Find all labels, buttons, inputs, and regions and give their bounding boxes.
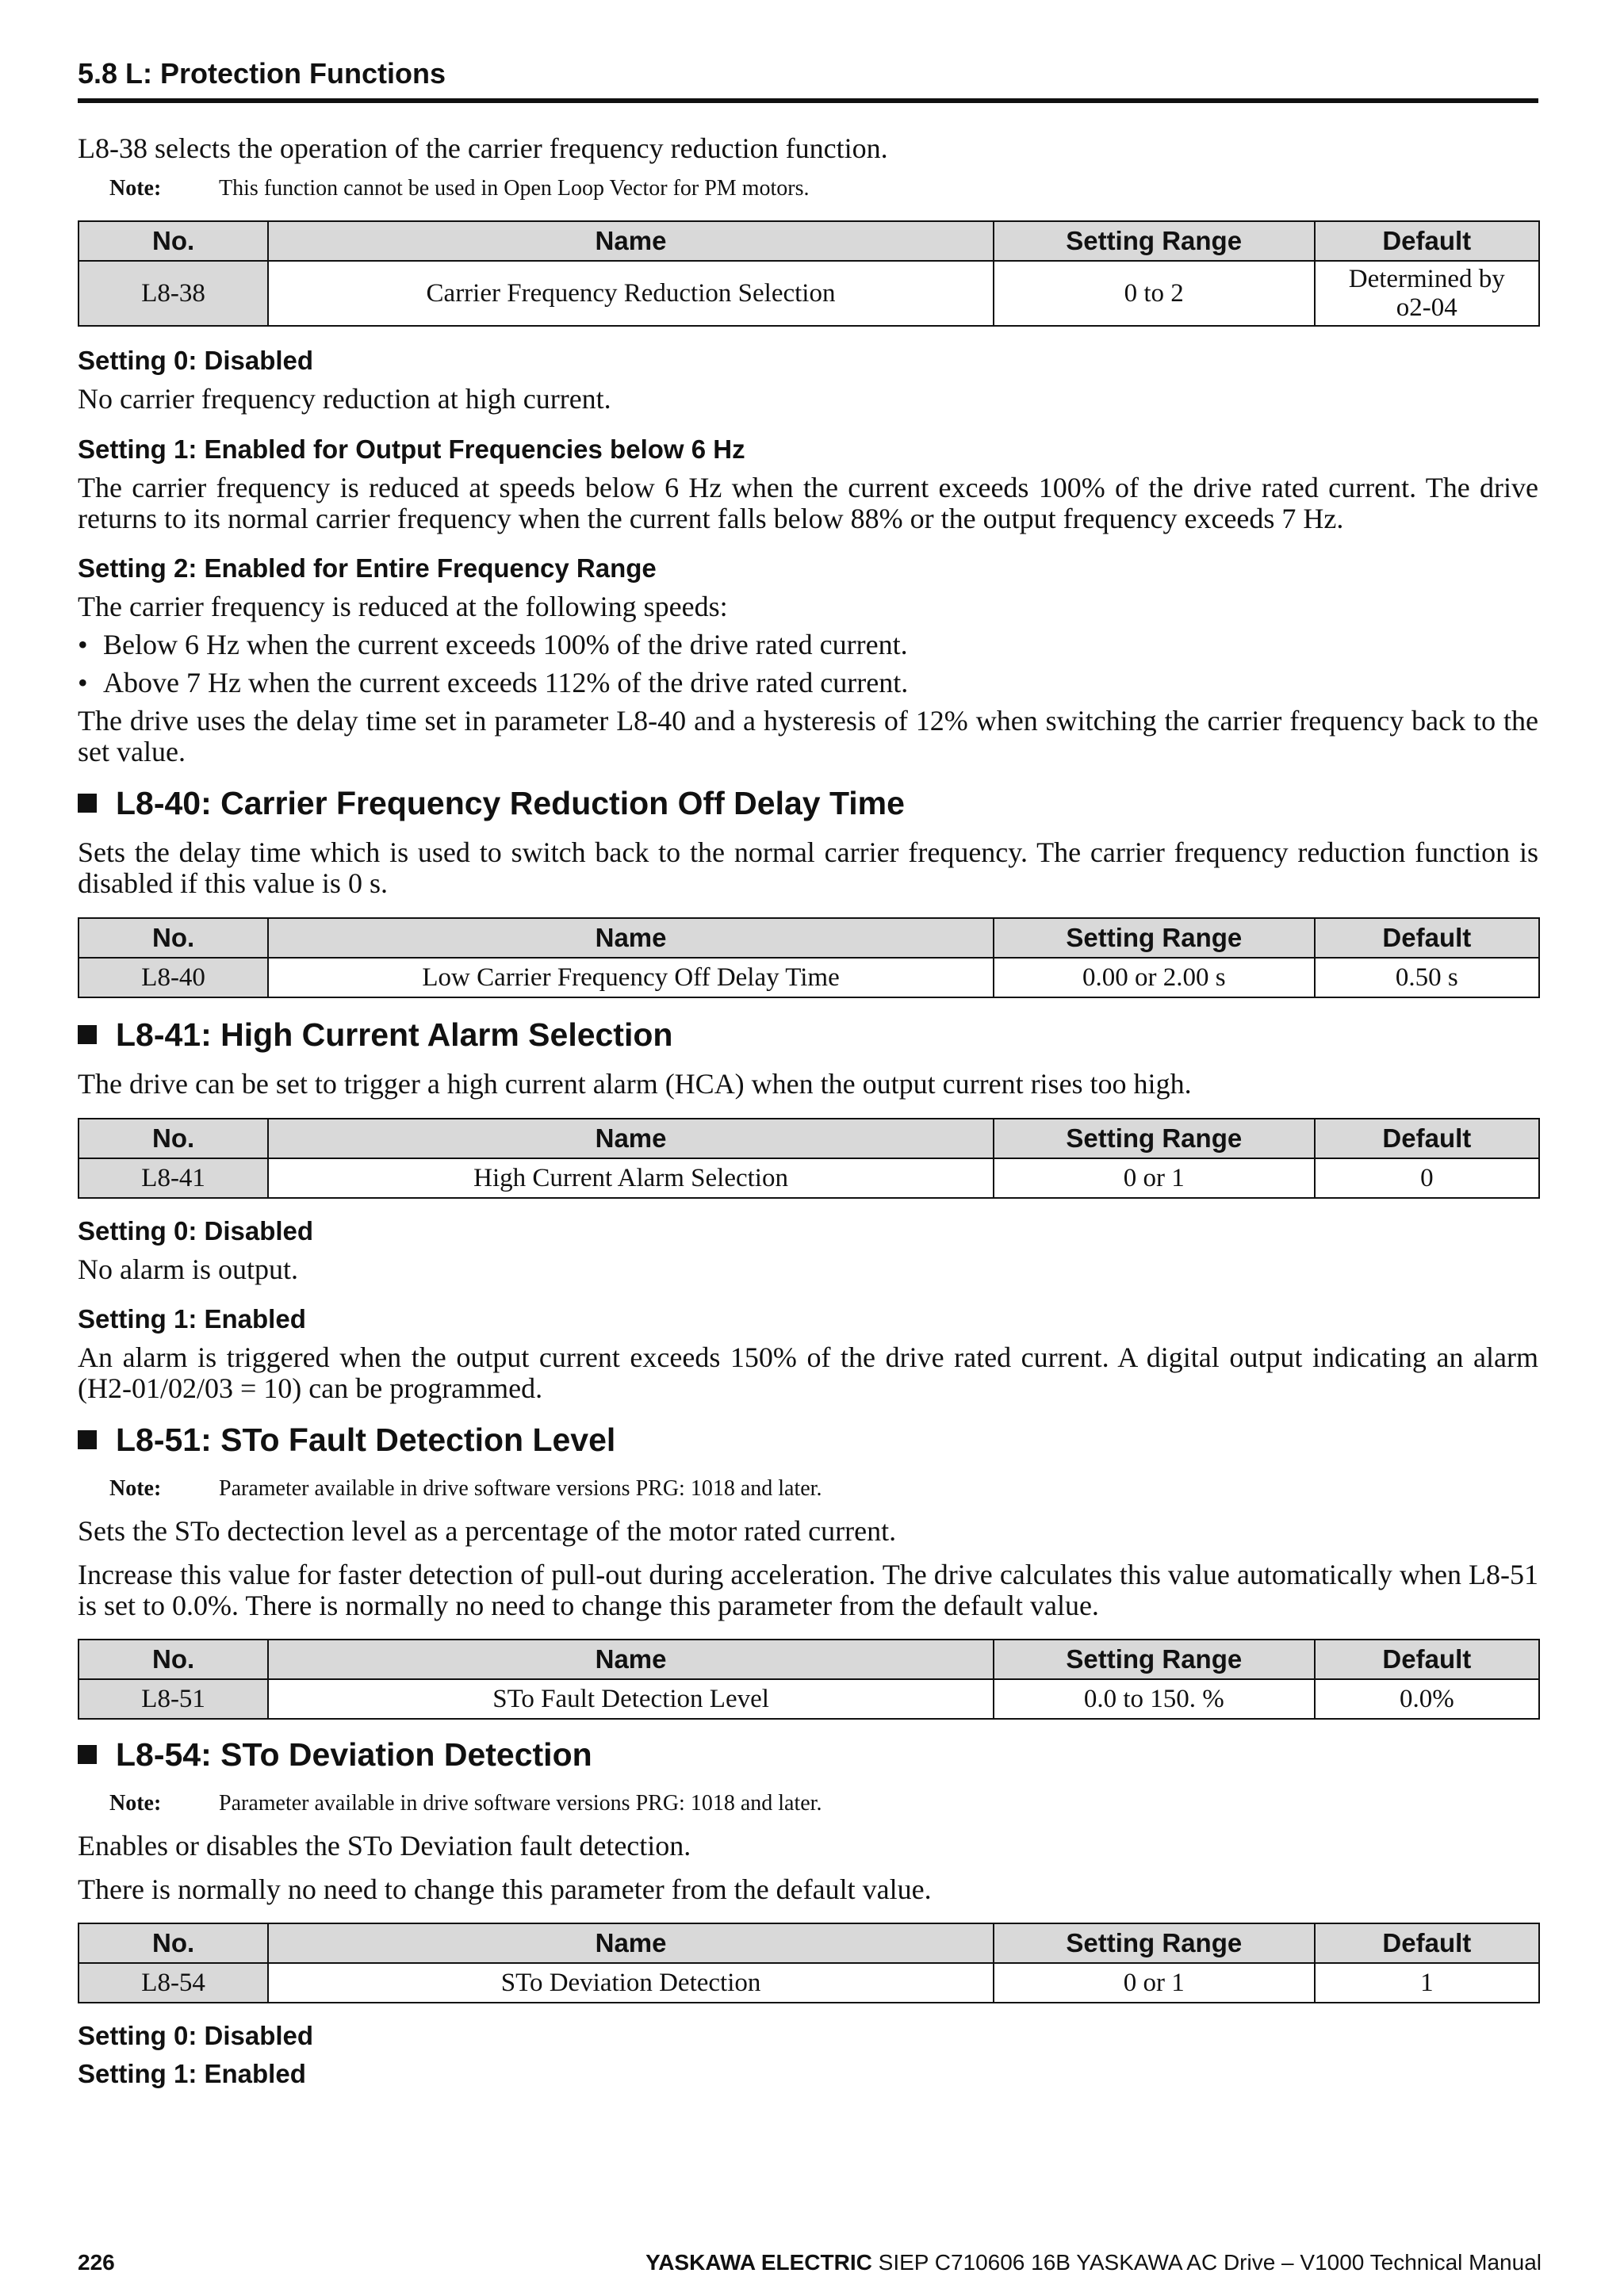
col-header-name: Name <box>268 1119 994 1158</box>
param-name: STo Deviation Detection <box>268 1963 994 2003</box>
heading-text: L8-54: STo Deviation Detection <box>116 1736 592 1773</box>
param-name: STo Fault Detection Level <box>268 1679 994 1719</box>
col-header-no: No. <box>79 1923 268 1963</box>
param-default: 0.50 s <box>1315 958 1539 997</box>
parameter-description: Sets the STo dectection level as a percentage of the motor rated current. <box>78 1515 897 1547</box>
setting-title: Setting 0: Disabled <box>78 346 314 375</box>
footer-brand: YASKAWA ELECTRIC <box>645 2250 872 2275</box>
parameter-heading-l8-40 <box>78 785 905 822</box>
param-default <box>1315 261 1539 326</box>
col-header-range: Setting Range <box>994 1119 1315 1158</box>
setting-text: The carrier frequency is reduced at speeds below 6 Hz when the current exceeds 100% of the drive rated current. The drive returns to its normal carrier frequency when the current falls below 88% or the output frequency exceeds 7 Hz. <box>78 472 1538 534</box>
param-number: L8-38 <box>79 261 268 326</box>
parameter-heading-l8-54 <box>78 1736 592 1774</box>
col-header-no: No. <box>79 221 268 261</box>
square-bullet-icon <box>78 1430 97 1449</box>
param-range: 0 to 2 <box>994 261 1315 326</box>
setting-title: Setting 0: Disabled <box>78 1216 314 1246</box>
param-default: 0.0% <box>1315 1679 1539 1719</box>
heading-text: L8-40: Carrier Frequency Reduction Off Delay Time <box>116 785 905 821</box>
col-header-default: Default <box>1315 1119 1539 1158</box>
param-number: L8-40 <box>79 958 268 997</box>
parameter-table-l8-51 <box>78 1639 1540 1720</box>
bullet-text: Above 7 Hz when the current exceeds 112% of the drive rated current. <box>103 667 909 698</box>
col-header-default: Default <box>1315 918 1539 958</box>
setting-title: Setting 2: Enabled for Entire Frequency Range <box>78 553 657 583</box>
param-number: L8-54 <box>79 1963 268 2003</box>
param-default: 1 <box>1315 1963 1539 2003</box>
parameter-description: Increase this value for faster detection of pull-out during acceleration. The drive calculates this value automatically when L8-51 is set to 0.0%. There is normally no need to change this parameter from the default value. <box>78 1559 1538 1621</box>
parameter-note <box>109 1476 1529 1502</box>
setting-title: Setting 1: Enabled <box>78 2059 306 2088</box>
footer-manual-title <box>645 2250 1542 2275</box>
col-header-no: No. <box>79 1119 268 1158</box>
parameter-table-l8-54 <box>78 1923 1540 2003</box>
square-bullet-icon <box>78 1745 97 1764</box>
intro-note <box>109 176 1529 201</box>
note-text: Parameter available in drive software versions PRG: 1018 and later. <box>219 1476 822 1501</box>
setting-title: Setting 1: Enabled <box>78 1304 306 1334</box>
col-header-no: No. <box>79 918 268 958</box>
heading-text: L8-41: High Current Alarm Selection <box>116 1016 673 1053</box>
col-header-range: Setting Range <box>994 1640 1315 1679</box>
col-header-name: Name <box>268 918 994 958</box>
note-label: Note: <box>109 1476 162 1501</box>
setting-title: Setting 1: Enabled for Output Frequencies below 6 Hz <box>78 434 745 464</box>
col-header-name: Name <box>268 1923 994 1963</box>
intro-paragraph: L8-38 selects the operation of the carrier frequency reduction function. <box>78 132 888 164</box>
note-text: This function cannot be used in Open Loop Vector for PM motors. <box>219 176 810 201</box>
parameter-table-l8-41 <box>78 1118 1540 1199</box>
bullet-item: • Below 6 Hz when the current exceeds 100% of the drive rated current. <box>78 629 908 660</box>
setting-text: An alarm is triggered when the output current exceeds 150% of the drive rated current. A digital output indicating an alarm (H2-01/02/03 = 10) can be programmed. <box>78 1341 1538 1404</box>
setting-text: The carrier frequency is reduced at the following speeds: <box>78 591 728 622</box>
param-number: L8-51 <box>79 1679 268 1719</box>
bullet-item: • Above 7 Hz when the current exceeds 112% of the drive rated current. <box>78 667 909 698</box>
parameter-heading-l8-41 <box>78 1016 672 1054</box>
col-header-default: Default <box>1315 1923 1539 1963</box>
parameter-heading-l8-51 <box>78 1422 615 1459</box>
param-range: 0.00 or 2.00 s <box>994 958 1315 997</box>
note-text: Parameter available in drive software versions PRG: 1018 and later. <box>219 1791 822 1816</box>
param-default-line: Determined by <box>1348 265 1505 293</box>
parameter-table-l8-40 <box>78 917 1540 998</box>
parameter-note <box>109 1791 1529 1816</box>
page-number: 226 <box>78 2250 115 2275</box>
param-name: Low Carrier Frequency Off Delay Time <box>268 958 994 997</box>
setting-title: Setting 0: Disabled <box>78 2021 314 2050</box>
setting-text: No carrier frequency reduction at high current. <box>78 383 611 415</box>
col-header-range: Setting Range <box>994 221 1315 261</box>
col-header-name: Name <box>268 1640 994 1679</box>
note-label: Note: <box>109 176 162 201</box>
col-header-range: Setting Range <box>994 918 1315 958</box>
parameter-description: There is normally no need to change this parameter from the default value. <box>78 1873 932 1905</box>
note-label: Note: <box>109 1791 162 1816</box>
parameter-description: The drive can be set to trigger a high current alarm (HCA) when the output current rises too high. <box>78 1068 1192 1100</box>
setting-text: No alarm is output. <box>78 1253 298 1285</box>
parameter-description: Enables or disables the STo Deviation fault detection. <box>78 1830 691 1862</box>
footer-manual: SIEP C710606 16B YASKAWA AC Drive – V1000 Technical Manual <box>871 2250 1542 2275</box>
param-default: 0 <box>1315 1158 1539 1198</box>
param-name: High Current Alarm Selection <box>268 1158 994 1198</box>
col-header-default: Default <box>1315 1640 1539 1679</box>
param-range: 0.0 to 150. % <box>994 1679 1315 1719</box>
col-header-range: Setting Range <box>994 1923 1315 1963</box>
heading-text: L8-51: STo Fault Detection Level <box>116 1422 616 1458</box>
param-default-line: o2-04 <box>1396 293 1457 322</box>
col-header-name: Name <box>268 221 994 261</box>
parameter-description: Sets the delay time which is used to switch back to the normal carrier frequency. The carrier frequency reduction function is disabled if this value is 0 s. <box>78 836 1538 899</box>
param-range: 0 or 1 <box>994 1963 1315 2003</box>
square-bullet-icon <box>78 794 97 813</box>
bullet-text: Below 6 Hz when the current exceeds 100% of the drive rated current. <box>103 629 908 660</box>
param-range: 0 or 1 <box>994 1158 1315 1198</box>
col-header-default: Default <box>1315 221 1539 261</box>
param-number: L8-41 <box>79 1158 268 1198</box>
col-header-no: No. <box>79 1640 268 1679</box>
square-bullet-icon <box>78 1025 97 1044</box>
section-header: 5.8 L: Protection Functions <box>78 57 1538 103</box>
setting-text: The drive uses the delay time set in parameter L8-40 and a hysteresis of 12% when switching the carrier frequency back to the set value. <box>78 705 1538 767</box>
parameter-table-l8-38 <box>78 220 1540 327</box>
param-name: Carrier Frequency Reduction Selection <box>268 261 994 326</box>
